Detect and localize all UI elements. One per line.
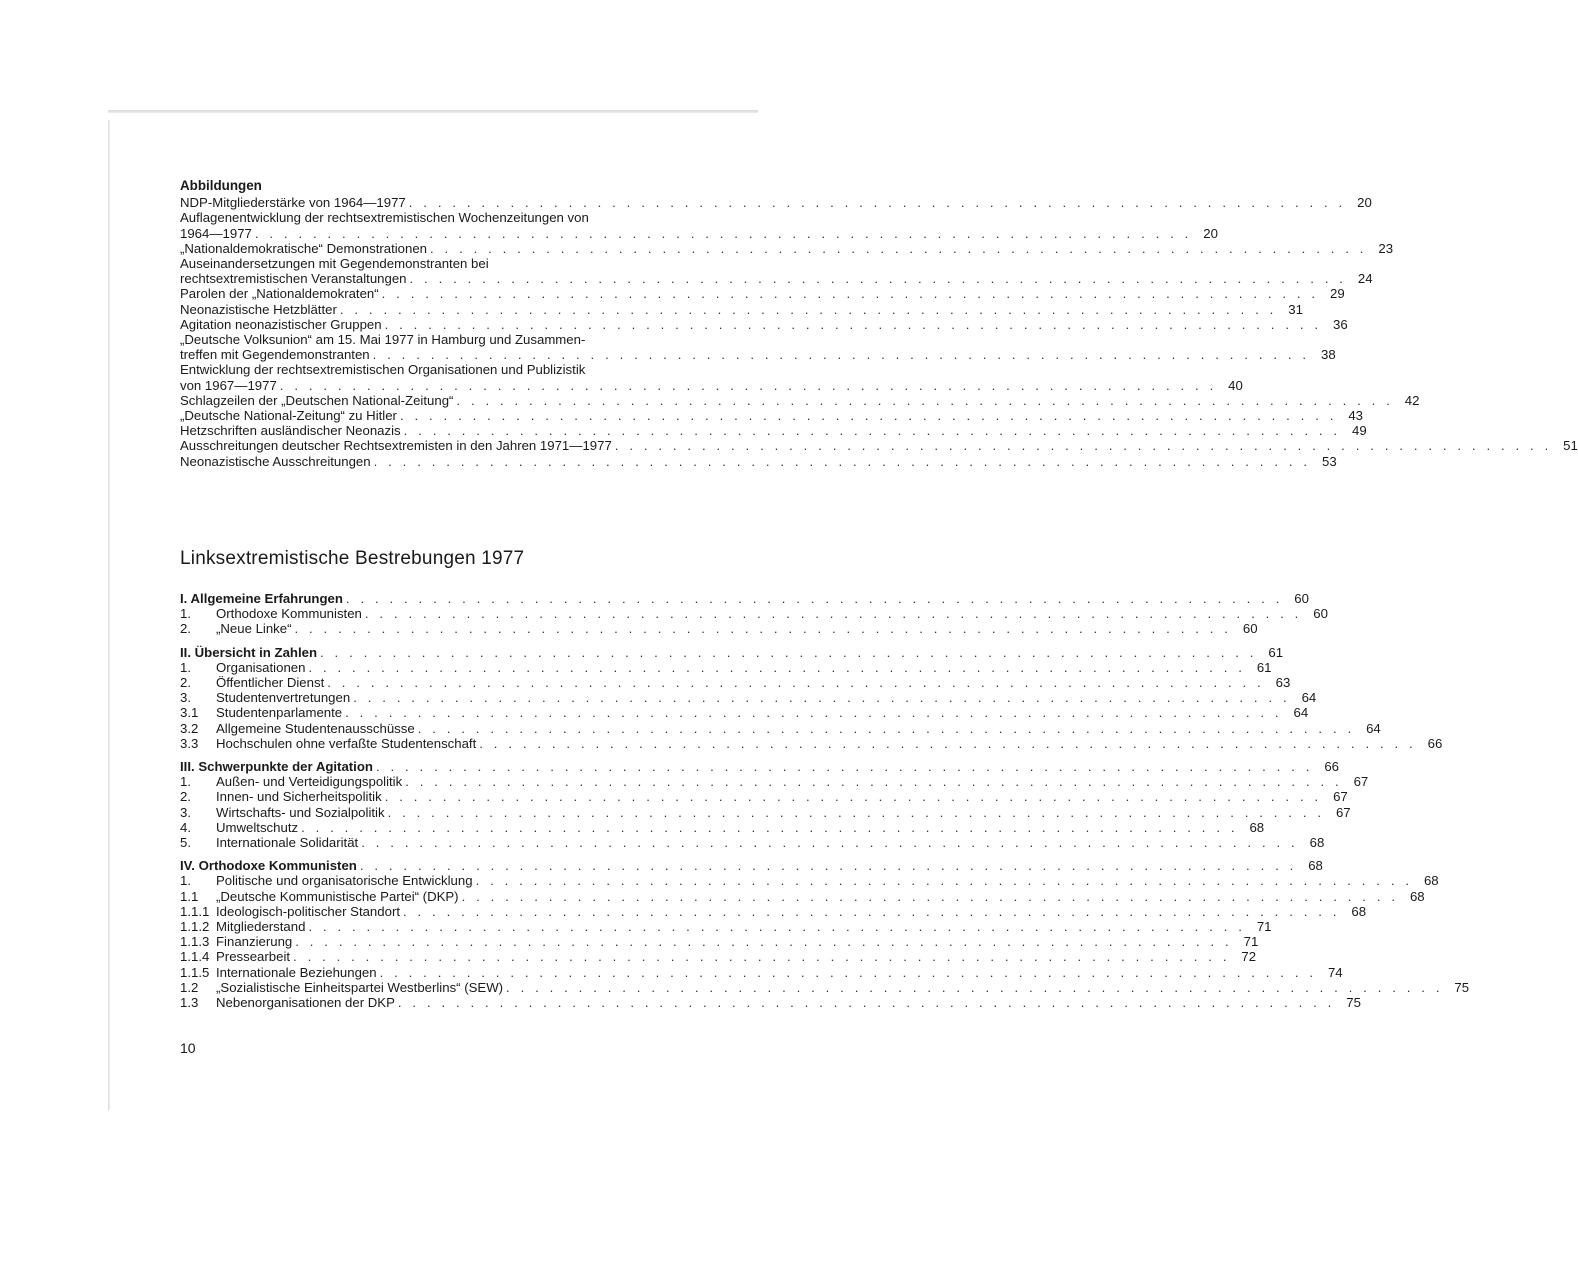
item-page: 64 [1293,705,1309,721]
item-title: „Sozialistische Einheitspartei Westberlins“ (SEW) [216,979,504,995]
dot-leader [395,995,1335,1010]
toc-item [180,789,1348,805]
abbildungen-entries [180,195,1578,469]
item-number: 1.3 [180,995,199,1011]
item-page: 75 [1346,995,1361,1011]
item-title: Studentenparlamente [216,705,343,721]
dot-leader [277,378,1217,393]
toc-item [180,705,1309,721]
toc-item [180,606,1328,622]
item-title: Pressearbeit [216,949,291,965]
item-number: 3.2 [180,720,199,736]
item-number: 1.2 [180,979,199,995]
item-number: 3.1 [180,705,199,721]
entry-title: von 1967—1977 [180,377,277,393]
dot-leader [350,690,1290,705]
entry-page: 23 [1378,240,1394,256]
toc-item [180,804,1351,820]
abbildung-entry [180,301,1303,317]
abbildung-entry [180,453,1337,469]
item-page: 63 [1275,675,1291,691]
item-number: 1.1.1 [180,903,210,919]
abbildungen-list [180,178,1578,469]
item-page: 68 [1409,888,1425,904]
dot-leader [473,873,1413,888]
item-page: 68 [1423,873,1439,889]
group-title: I. Allgemeine Erfahrungen [180,591,343,606]
abbildung-line: „Deutsche Volksunion“ am 15. Mai 1977 in Hamburg und Zusammen- [180,332,586,348]
item-title: Organisationen [216,659,306,675]
entry-title: Neonazistische Hetzblätter [180,301,337,317]
toc-item [180,949,1257,965]
abbildung-entry [180,195,1372,211]
dot-leader [459,889,1399,904]
toc-group-heading [180,858,1323,874]
group-title: IV. Orthodoxe Kommunisten [180,858,357,874]
item-number: 2. [180,789,191,805]
abbildung-entry [180,438,1578,454]
dot-leader [342,705,1282,720]
abbildung-entry [180,423,1367,439]
item-number: 5. [180,835,191,851]
entry-title: Agitation neonazistischer Gruppen [180,316,382,332]
dot-leader [343,591,1283,606]
abbildung-line: Auseinandersetzungen mit Gegendemonstranten bei [180,256,489,272]
toc-item [180,979,1470,995]
dot-leader [371,454,1311,469]
toc-group-heading [180,644,1284,660]
item-title: Nebenorganisationen der DKP [216,995,395,1011]
item-number: 2. [180,621,191,637]
item-title: Orthodoxe Kommunisten [216,606,362,622]
toc-item [180,919,1272,935]
scan-edge-left [108,120,110,1110]
scan-edge-top [108,110,758,113]
abbildung-entry [180,377,1243,393]
dot-leader [382,789,1322,804]
entry-title: rechtsextremistischen Veranstaltungen [180,271,407,287]
toc-item [180,774,1369,790]
abbildung-entry [180,347,1336,363]
entry-page: 51 [1563,438,1578,454]
item-title: Innen- und Sicherheitspolitik [216,789,382,805]
entry-page: 24 [1357,271,1373,287]
item-number: 1. [180,873,191,889]
dot-leader [377,965,1317,980]
dot-leader [401,423,1341,438]
item-page: 71 [1243,934,1259,950]
group-title: III. Schwerpunkte der Agitation [180,759,373,775]
group-title: II. Übersicht in Zahlen [180,644,318,660]
item-page: 67 [1353,774,1369,790]
entry-page: 20 [1357,195,1372,211]
dot-leader [397,408,1337,423]
entry-page: 49 [1352,423,1367,439]
entry-page: 40 [1228,377,1243,393]
entry-title: Schlagzeilen der „Deutschen National-Zeitung“ [180,392,454,408]
toc-group [180,858,1470,1011]
toc-group [180,591,1328,637]
item-number: 1.1.2 [180,919,210,935]
entry-page: 43 [1348,408,1363,424]
item-title: Wirtschafts- und Sozialpolitik [216,804,385,820]
entry-title: Ausschreitungen deutscher Rechtsextremisten in den Jahren 1971—1977 [180,438,612,454]
item-page: 60 [1313,606,1328,622]
dot-leader [357,858,1297,873]
dot-leader [503,980,1443,995]
dot-leader [362,606,1302,621]
entry-title: „Nationaldemokratische“ Demonstrationen [180,240,428,256]
item-page: 67 [1335,804,1351,820]
table-of-contents [180,591,1470,1018]
dot-leader [298,820,1238,835]
group-page: 60 [1294,591,1309,606]
toc-item [180,964,1343,980]
item-page: 61 [1256,659,1272,675]
dot-leader [453,393,1393,408]
item-title: Internationale Beziehungen [216,964,377,980]
item-title: Internationale Solidarität [216,835,359,851]
dot-leader [324,675,1264,690]
item-title: Hochschulen ohne verfaßte Studentenschaft [216,735,477,751]
dot-leader [317,645,1257,660]
toc-group [180,644,1443,751]
toc-item [180,735,1443,751]
toc-item [180,675,1291,691]
item-number: 1. [180,774,191,790]
abbildung-entry [180,316,1348,332]
toc-item [180,995,1361,1011]
toc-item [180,888,1425,904]
abbildung-entry [180,408,1363,424]
toc-item [180,873,1439,889]
dot-leader [427,241,1367,256]
toc-group [180,759,1369,851]
dot-leader [379,286,1319,301]
item-number: 1.1.3 [180,934,210,950]
dot-leader [612,438,1552,453]
dot-leader [337,302,1277,317]
item-title: Umweltschutz [216,819,299,835]
abbildung-entry [180,240,1394,256]
dot-leader [382,317,1322,332]
item-title: Studentenvertretungen [216,690,351,706]
dot-leader [415,721,1355,736]
abbildung-entry [180,392,1420,408]
item-page: 64 [1301,690,1317,706]
item-page: 68 [1351,903,1367,919]
entry-page: 20 [1203,225,1218,241]
item-page: 72 [1241,949,1257,965]
item-title: Öffentlicher Dienst [216,675,325,691]
item-page: 75 [1454,979,1470,995]
entry-page: 38 [1321,347,1336,363]
abbildungen-heading: Abbildungen [180,178,262,193]
toc-item [180,690,1317,706]
entry-page: 42 [1404,392,1420,408]
entry-page: 53 [1321,453,1337,469]
entry-page: 31 [1288,301,1303,317]
item-title: Politische und organisatorische Entwicklung [216,873,473,889]
toc-item [180,835,1325,851]
item-page: 74 [1327,964,1343,980]
dot-leader [305,919,1245,934]
dot-leader [370,347,1310,362]
group-page: 61 [1268,644,1284,660]
item-number: 1. [180,606,191,622]
item-title: Außen- und Verteidigungspolitik [216,774,403,790]
item-page: 71 [1256,919,1272,935]
item-title: Mitgliederstand [216,919,306,935]
dot-leader [407,271,1347,286]
entry-title: Hetzschriften ausländischer Neonazis [180,423,401,439]
item-title: Allgemeine Studentenausschüsse [216,720,415,736]
dot-leader [290,949,1230,964]
item-title: Ideologisch-politischer Standort [216,903,400,919]
item-page: 64 [1366,720,1381,736]
dot-leader [292,621,1232,636]
item-number: 3. [180,804,191,820]
toc-item [180,720,1381,736]
abbildung-line: Auflagenentwicklung der rechtsextremistischen Wochenzeitungen von [180,210,589,226]
item-number: 1.1 [180,888,199,904]
item-number: 4. [180,819,191,835]
abbildung-entry [180,286,1345,302]
item-page: 67 [1333,789,1348,805]
entry-title: NDP-Mitgliederstärke von 1964—1977 [180,195,406,211]
item-page: 60 [1242,621,1258,637]
item-number: 3.3 [180,735,199,751]
item-page: 68 [1309,835,1325,851]
group-page: 68 [1308,858,1323,874]
page-number: 10 [180,1040,196,1056]
entry-title: „Deutsche National-Zeitung“ zu Hitler [180,408,397,424]
section-title: Linksextremistische Bestrebungen 1977 [180,548,525,569]
item-page: 68 [1249,819,1265,835]
item-number: 3. [180,690,191,706]
item-number: 1. [180,659,191,675]
item-page: 66 [1427,735,1443,751]
dot-leader [400,904,1340,919]
dot-leader [406,195,1346,210]
dot-leader [292,934,1232,949]
entry-title: Neonazistische Ausschreitungen [180,453,371,469]
entry-title: Parolen der „Nationaldemokraten“ [180,286,379,302]
item-number: 1.1.5 [180,964,210,980]
dot-leader [305,660,1245,675]
entry-title: 1964—1977 [180,225,252,241]
toc-item [180,819,1265,835]
item-number: 1.1.4 [180,949,210,965]
toc-item [180,659,1272,675]
item-number: 2. [180,675,191,691]
dot-leader [358,835,1298,850]
toc-item [180,621,1258,637]
item-title: Finanzierung [216,934,293,950]
entry-page: 36 [1332,316,1348,332]
entry-page: 29 [1330,286,1345,302]
toc-item [180,934,1259,950]
dot-leader [476,736,1416,751]
item-title: „Deutsche Kommunistische Partei“ (DKP) [216,888,459,904]
group-page: 66 [1324,759,1339,775]
dot-leader [402,774,1342,789]
toc-group-heading [180,759,1339,775]
abbildung-line: Entwicklung der rechtsextremistischen Organisationen und Publizistik [180,362,586,378]
item-title: „Neue Linke“ [216,621,292,637]
toc-group-heading [180,591,1309,606]
toc-item [180,903,1367,919]
abbildung-entry [180,225,1218,241]
dot-leader [252,226,1192,241]
dot-leader [385,805,1325,820]
entry-title: treffen mit Gegendemonstranten [180,347,370,363]
dot-leader [373,759,1313,774]
abbildung-entry [180,271,1373,287]
